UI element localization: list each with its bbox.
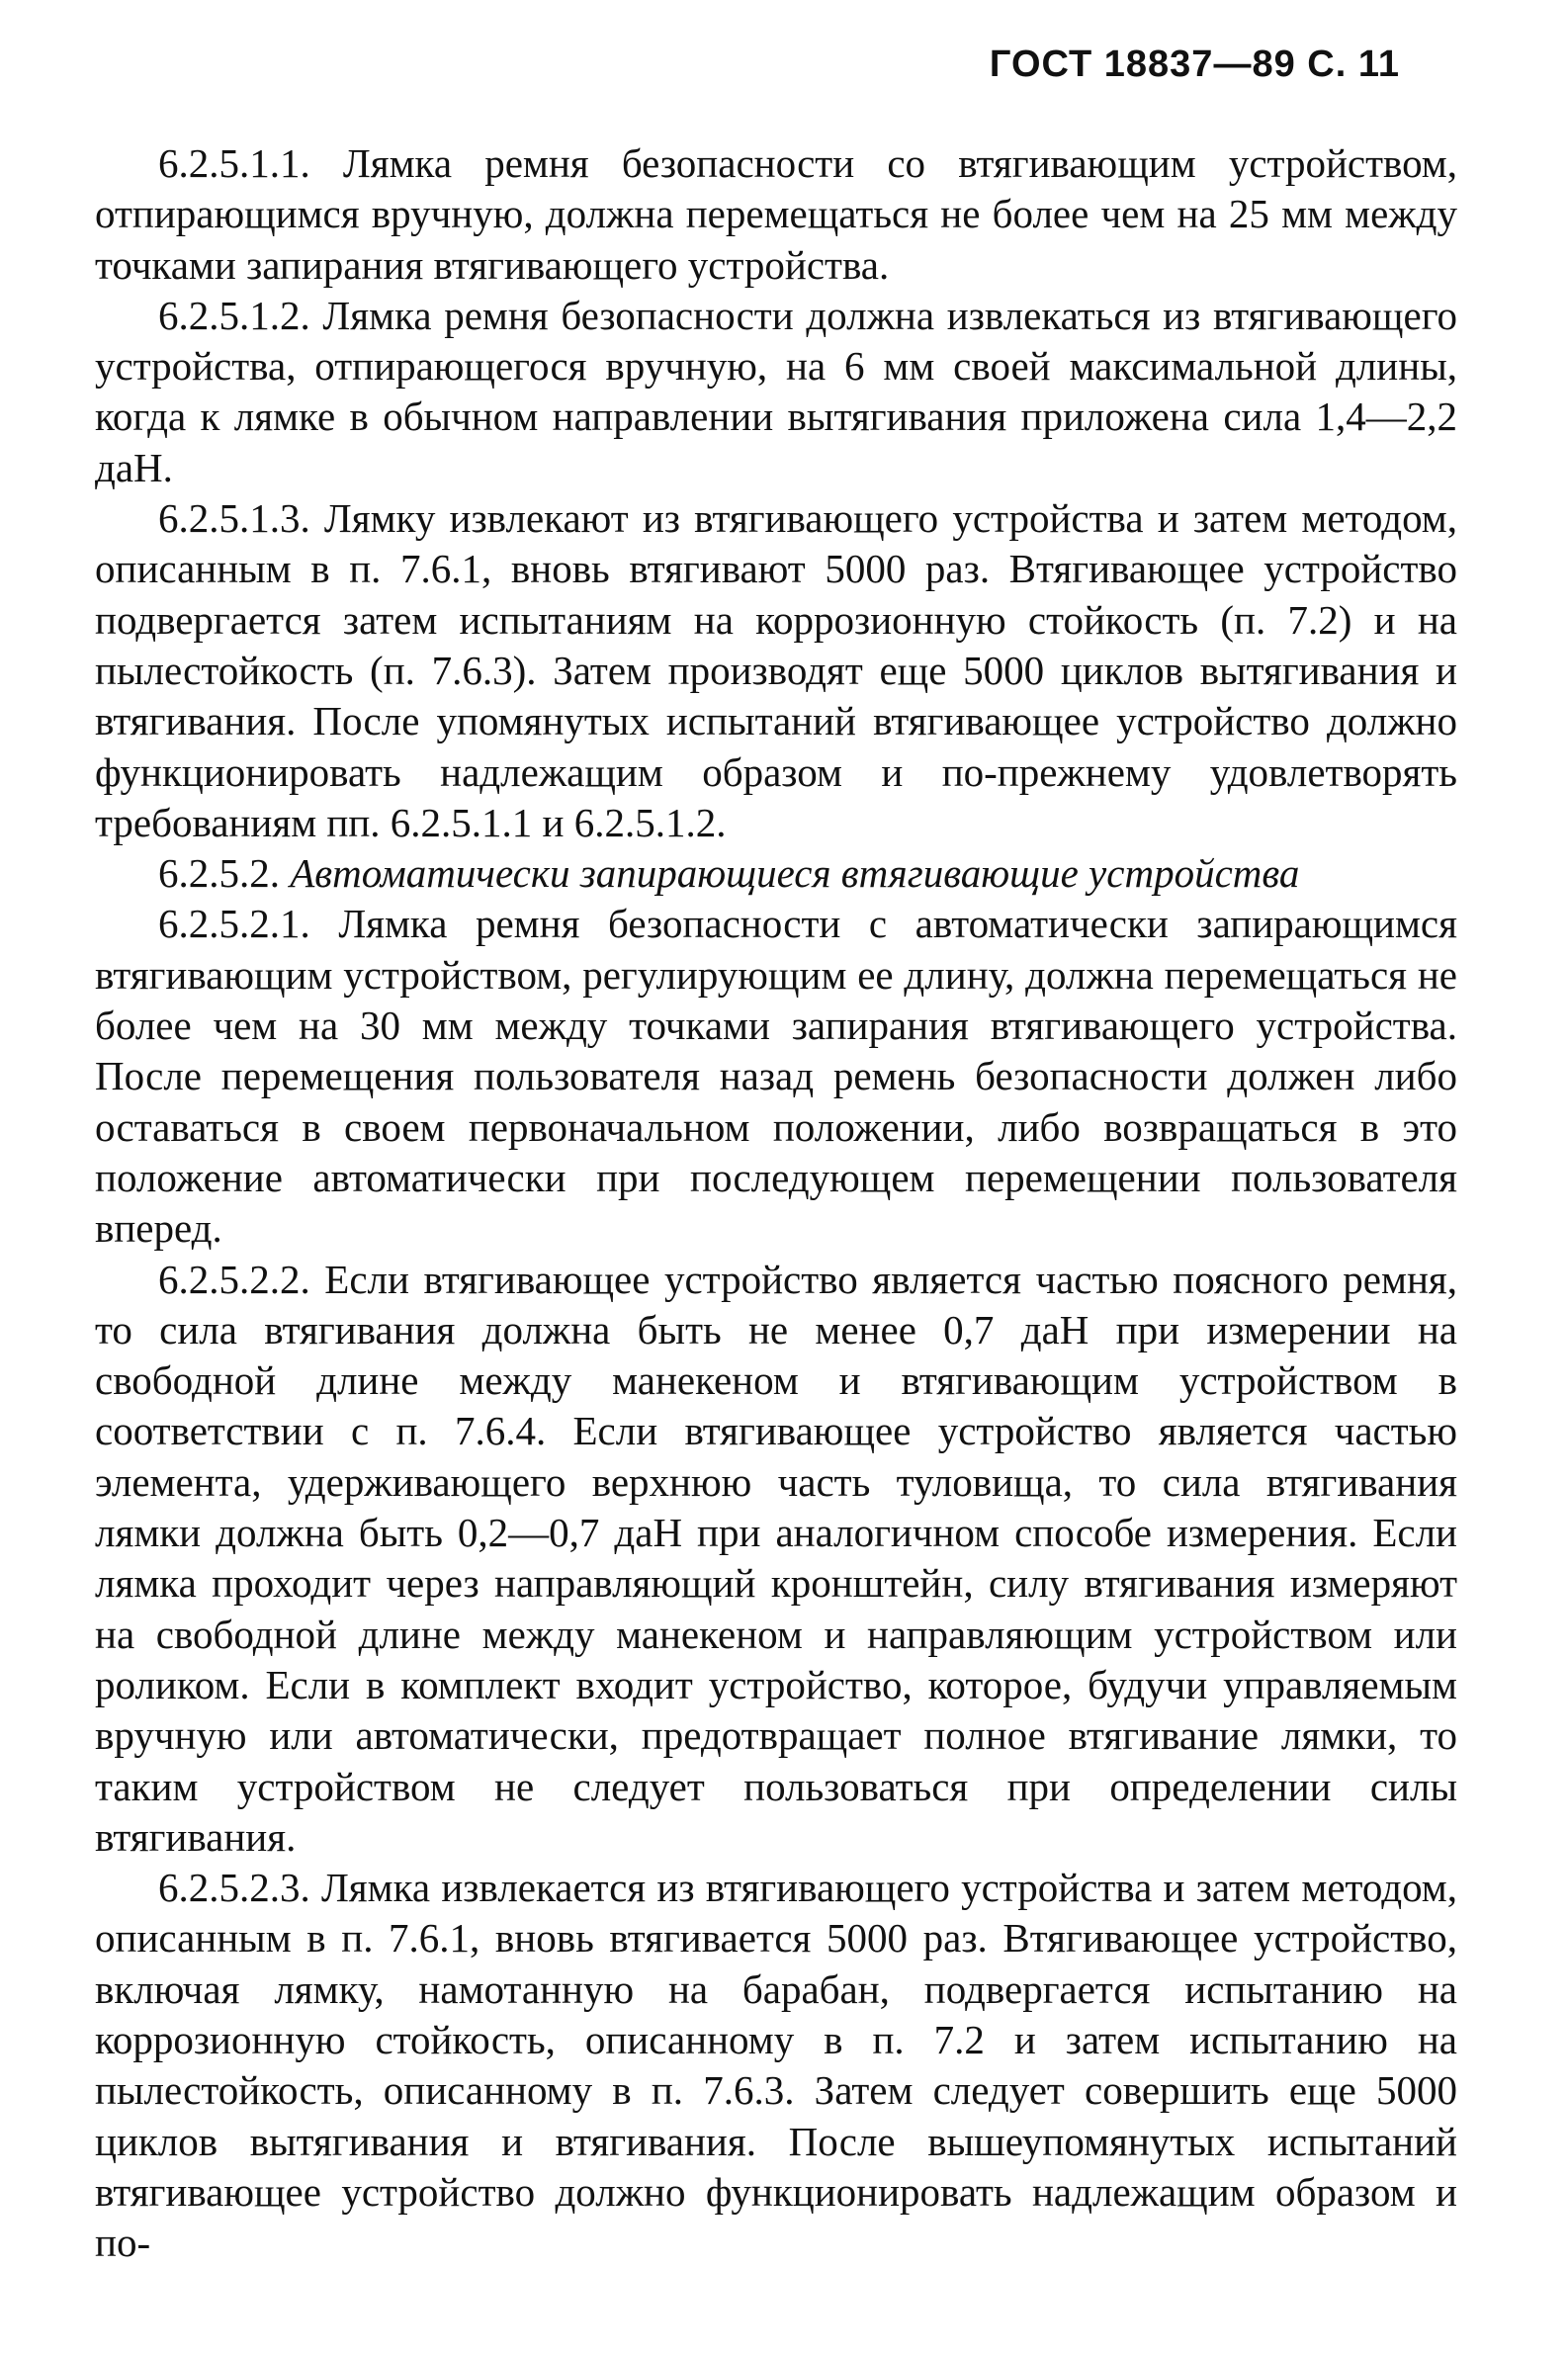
paragraph-6-2-5-2-2: 6.2.5.2.2. Если втягивающее устройство является частью поясного ремня, то сила втягивания должна быть не менее 0,7 даН при измерении на свободной длине между манекеном и втягивающим устройством в соответствии с п. 7.6.4. Если втягивающее устройство является частью элемента, удерживающего верхнюю часть туловища, то сила втягивания лямки должна быть 0,2—0,7 даН при аналогичном способе измерения. Если лямка проходит через направляющий кронштейн, силу втягивания измеряют на свободной длине между манекеном и направляющим устройством или роликом. Если в комплект входит устройство, которое, будучи управляемым вручную или автоматически, предотвращает полное втягивание лямки, то таким устройством не следует пользоваться при определении силы втягивания. <box>95 1256 1457 1860</box>
body-text <box>95 138 1457 2268</box>
section-heading-6-2-5-2 <box>95 848 1457 899</box>
paragraph-6-2-5-1-1: 6.2.5.1.1. Лямка ремня безопасности со втягивающим устройством, отпирающимся вручную, должна перемещаться не более чем на 25 мм между точками запирания втягивающего устройства. <box>95 140 1457 288</box>
paragraph-6-2-5-1-3: 6.2.5.1.3. Лямку извлекают из втягивающего устройства и затем методом, описанным в п. 7.6.1, вновь втягивают 5000 раз. Втягивающее устройство подвергается затем испытаниям на коррозионную стойкость (п. 7.2) и на пылестойкость (п. 7.6.3). Затем производят еще 5000 циклов вытягивания и втягивания. После упомянутых испытаний втягивающее устройство должно функционировать надлежащим образом и по-прежнему удовлетворять требованиям пп. 6.2.5.1.1 и 6.2.5.1.2. <box>95 495 1457 845</box>
paragraph-6-2-5-2-1: 6.2.5.2.1. Лямка ремня безопасности с автоматически запирающимся втягивающим устройством, регулирующим ее длину, должна перемещаться не более чем на 30 мм между точками запирания втягивающего устройства. После перемещения пользователя назад ремень безопасности должен либо оставаться в своем первоначальном положении, либо возвращаться в это положение автоматически при последующем перемещении пользователя вперед. <box>95 901 1457 1252</box>
section-title: Автоматически запирающиеся втягивающие устройства <box>290 850 1300 897</box>
section-number: 6.2.5.2. <box>158 850 280 897</box>
paragraph-6-2-5-2-3: 6.2.5.2.3. Лямка извлекается из втягивающего устройства и затем методом, описанным в п. 7.6.1, вновь втягивается 5000 раз. Втягивающее устройство, включая лямку, намотанную на барабан, подвергается испытанию на коррозионную стойкость, описанному в п. 7.2 и затем испытанию на пылестойкость, описанному в п. 7.6.3. Затем следует совершить еще 5000 циклов вытягивания и втягивания. После вышеупомянутых испытаний втягивающее устройство должно функционировать надлежащим образом и по- <box>95 1865 1457 2266</box>
running-header: ГОСТ 18837—89 С. 11 <box>989 44 1400 85</box>
paragraph-6-2-5-1-2: 6.2.5.1.2. Лямка ремня безопасности должна извлекаться из втягивающего устройства, отпирающегося вручную, на 6 мм своей максимальной длины, когда к лямке в обычном направлении вытягивания приложена сила 1,4—2,2 даН. <box>95 292 1457 490</box>
